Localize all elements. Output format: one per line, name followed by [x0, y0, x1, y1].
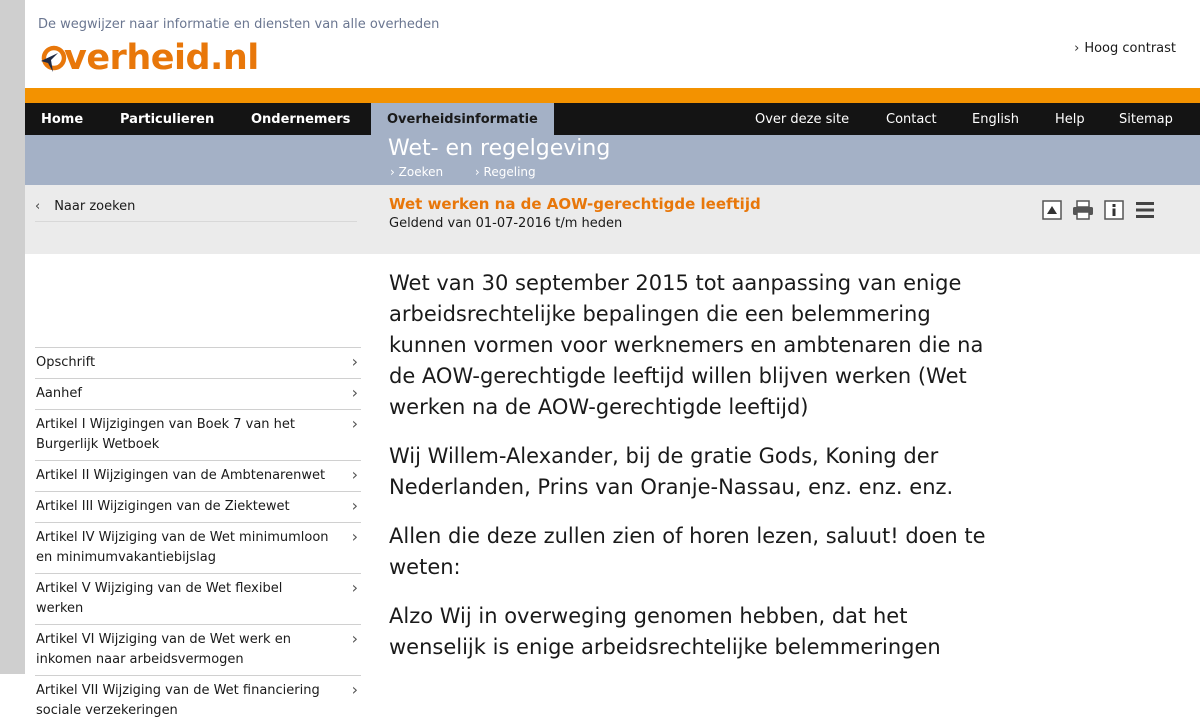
high-contrast-link[interactable]	[1074, 41, 1176, 56]
orange-accent-bar	[25, 88, 1200, 103]
chevron-left-icon: ‹	[35, 199, 41, 214]
document-header	[25, 185, 1200, 254]
chevron-right-icon: ›	[351, 629, 358, 648]
list-icon[interactable]	[1134, 199, 1156, 221]
chevron-right-icon: ›	[351, 680, 358, 699]
toc-item-artikel-iv[interactable]	[35, 522, 361, 573]
nav-home[interactable]: Home	[41, 112, 84, 127]
toc-label: Artikel II Wijzigingen van de Ambtenarenwet	[36, 468, 326, 483]
document-title: Wet werken na de AOW-gerechtigde leeftijd	[389, 195, 761, 213]
document-tools	[1041, 199, 1156, 221]
back-to-search-link[interactable]	[35, 199, 135, 214]
site-logo[interactable]	[40, 38, 259, 78]
breadcrumb-regeling[interactable]: Regeling	[483, 165, 536, 179]
document-paragraph: Wij Willem-Alexander, bij de gratie Gods, Koning der Nederlanden, Prins van Oranje-Nassau, enz. enz. enz.	[389, 444, 954, 499]
nav-over-deze-site[interactable]: Over deze site	[755, 112, 850, 127]
site-header	[25, 0, 1200, 88]
document-paragraph: Allen die deze zullen zien of horen lezen, saluut! doen te weten:	[389, 524, 986, 579]
toc-label: Artikel VI Wijziging van de Wet werk en inkomen naar arbeidsvermogen	[36, 632, 291, 667]
toc-item-artikel-v[interactable]	[35, 573, 361, 624]
logo-text: verheid.nl	[64, 38, 259, 78]
document-body	[389, 268, 999, 681]
tagline: De wegwijzer naar informatie en diensten van alle overheden	[38, 17, 440, 32]
toc-label: Artikel V Wijziging van de Wet flexibel werken	[36, 581, 283, 616]
toc-label: Aanhef	[36, 386, 82, 401]
section-title: Wet- en regelgeving	[388, 136, 611, 161]
toc-item-artikel-i[interactable]	[35, 409, 361, 460]
toc-label: Artikel VII Wijziging van de Wet financiering sociale verzekeringen	[36, 683, 320, 718]
nav-particulieren[interactable]: Particulieren	[120, 112, 215, 127]
nav-sitemap[interactable]: Sitemap	[1119, 112, 1173, 127]
chevron-right-icon: ›	[351, 578, 358, 597]
expand-icon[interactable]	[1041, 199, 1063, 221]
document-paragraph: Wet van 30 september 2015 tot aanpassing van enige arbeidsrechtelijke bepalingen die een belemmering kunnen vormen voor werknemers en ambtenaren die na de AOW-gerechtigde leeftijd willen blijven werken (Wet werken na de AOW-gerechtigde leeftijd)	[389, 271, 984, 419]
document-paragraph: Alzo Wij in overweging genomen hebben, dat het wenselijk is enige arbeidsrechtelijke belemmeringen	[389, 604, 941, 659]
toc-label: Artikel III Wijzigingen van de Ziektewet	[36, 499, 290, 514]
info-icon[interactable]	[1103, 199, 1125, 221]
section-banner	[25, 135, 1200, 185]
breadcrumb	[390, 165, 564, 179]
toc-label: Opschrift	[36, 355, 96, 370]
nav-english[interactable]: English	[972, 112, 1019, 127]
toc-item-opschrift[interactable]	[35, 347, 361, 378]
breadcrumb-item[interactable]: › Regeling	[474, 165, 536, 179]
divider	[35, 221, 357, 222]
nav-contact[interactable]: Contact	[886, 112, 937, 127]
chevron-right-icon: ›	[351, 352, 358, 371]
main-navigation	[25, 103, 1200, 135]
toc-label: Artikel IV Wijziging van de Wet minimumloon en minimumvakantiebijslag	[36, 530, 329, 565]
toc-item-aanhef[interactable]	[35, 378, 361, 409]
print-icon[interactable]	[1072, 199, 1094, 221]
chevron-right-icon: ›	[351, 496, 358, 515]
toc-item-artikel-ii[interactable]	[35, 460, 361, 491]
toc-item-artikel-vii[interactable]	[35, 675, 361, 726]
breadcrumb-zoeken[interactable]: Zoeken	[398, 165, 444, 179]
logo-bird-icon	[40, 41, 66, 75]
high-contrast-label: Hoog contrast	[1084, 41, 1176, 56]
toc-item-artikel-vi[interactable]	[35, 624, 361, 675]
nav-ondernemers[interactable]: Ondernemers	[251, 112, 351, 127]
nav-overheidsinformatie[interactable]: Overheidsinformatie	[371, 103, 554, 135]
nav-help[interactable]: Help	[1055, 112, 1085, 127]
breadcrumb-item[interactable]: › Zoeken	[390, 165, 444, 179]
chevron-right-icon: ›	[351, 527, 358, 546]
left-gutter	[0, 0, 25, 674]
back-to-search-label: Naar zoeken	[54, 199, 136, 214]
chevron-right-icon: ›	[351, 414, 358, 433]
toc-item-artikel-iii[interactable]	[35, 491, 361, 522]
chevron-right-icon: ›	[1074, 41, 1080, 56]
table-of-contents	[35, 347, 361, 726]
toc-label: Artikel I Wijzigingen van Boek 7 van het Burgerlijk Wetboek	[36, 417, 296, 452]
chevron-right-icon: ›	[351, 383, 358, 402]
chevron-right-icon: ›	[351, 465, 358, 484]
document-validity: Geldend van 01-07-2016 t/m heden	[389, 216, 623, 231]
